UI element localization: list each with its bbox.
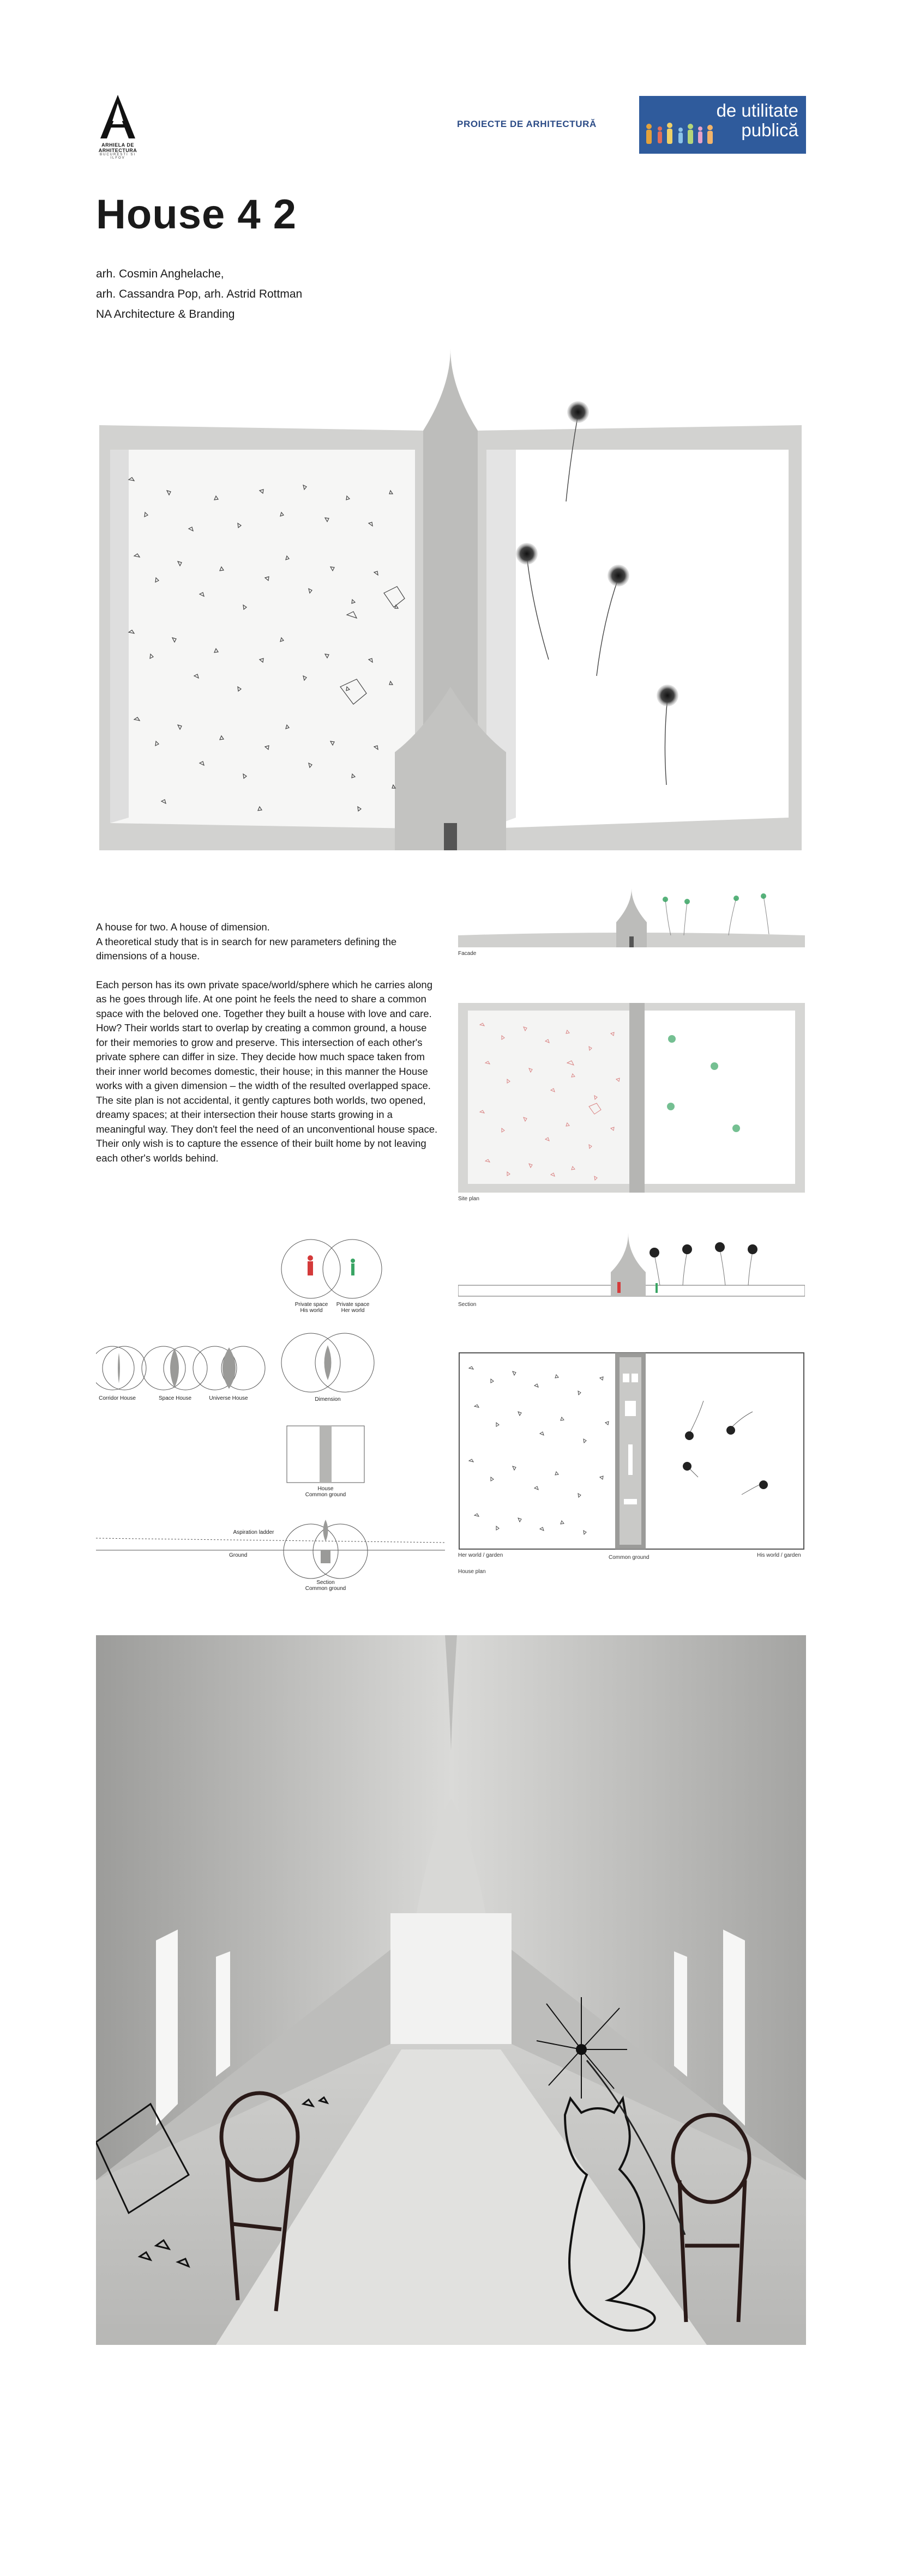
concept-diagrams	[96, 1236, 445, 1601]
site-plan-caption: Site plan	[458, 1196, 479, 1202]
label-space-house: Space House	[158, 1395, 192, 1401]
person-icon	[351, 1259, 355, 1275]
section-drawing	[458, 1233, 805, 1301]
label-universe-house: Universe House	[209, 1395, 248, 1401]
logo-subtitle: BUCURESTI SI ILFOV	[99, 153, 136, 160]
label-aspiration-ladder: Aspiration ladder	[233, 1529, 274, 1535]
logo	[96, 94, 140, 159]
author-line: arh. Cosmin Anghelache,	[96, 268, 224, 280]
facade-drawing	[458, 888, 805, 948]
project-description	[96, 920, 440, 1180]
label-house-common: House Common ground	[305, 1486, 346, 1498]
badge-line-2: publică	[741, 120, 798, 140]
house-plan-drawing	[458, 1352, 805, 1550]
label-ground: Ground	[229, 1552, 248, 1558]
page-title: House 4 2	[96, 191, 297, 238]
description-paragraph: A house for two. A house of dimension. A theoretical study that is in search for new parameters defining the dimensions of a house.	[96, 921, 397, 962]
section-caption: Section	[458, 1302, 477, 1308]
category-badge	[639, 96, 806, 154]
author-list	[96, 264, 302, 324]
author-line: arh. Cassandra Pop, arh. Astrid Rottman	[96, 288, 303, 300]
label-private-his: Private space His world	[294, 1302, 328, 1314]
site-plan-drawing	[458, 1003, 805, 1193]
her-world-caption: Her world / garden	[458, 1552, 503, 1558]
people-icon	[644, 118, 725, 150]
interior-render	[96, 1635, 806, 2345]
description-paragraph: Each person has its own private space/world/sphere which he carries along as he goes through life. At one point he feels the need to share a common space with the beloved one. Together they built a house with love and care. How? Their worlds start to overlap by creating a common ground, a house for their memories to grow and preserve. This intersection of each other's private sphere can differ in size. They decide how much space taken from their inner world becomes domestic, their house; in this manner the House works with a given dimension – the width of the resulted overlapped space. The site plan is not accidental, it gently captures both worlds, two opened, dreamy spaces; at their intersection their house starts growing in a meaningful way. They don't feel the need of an unconventional house space. Their only wish is to capture the essence of their built home by not leaving each other's worlds behind.	[96, 978, 438, 1164]
main-render	[96, 349, 805, 850]
logo-a-icon	[96, 94, 140, 140]
author-line: NA Architecture & Branding	[96, 308, 235, 321]
label-dimension: Dimension	[315, 1396, 341, 1402]
common-ground-caption: Common ground	[609, 1555, 650, 1561]
person-icon	[308, 1255, 313, 1275]
badge-line-1: de utilitate	[716, 100, 798, 120]
label-corridor-house: Corridor House	[99, 1395, 136, 1401]
label-private-her: Private space Her world	[336, 1302, 370, 1314]
logo-name: ARHIELA DE ARHITECTURA	[98, 142, 137, 153]
facade-caption: Facade	[458, 951, 477, 957]
house-plan-caption: House plan	[458, 1569, 486, 1575]
section-label: PROIECTE DE ARHITECTURĂ	[457, 119, 597, 129]
his-world-caption: His world / garden	[757, 1552, 801, 1558]
label-section-common: Section Common ground	[305, 1580, 346, 1592]
